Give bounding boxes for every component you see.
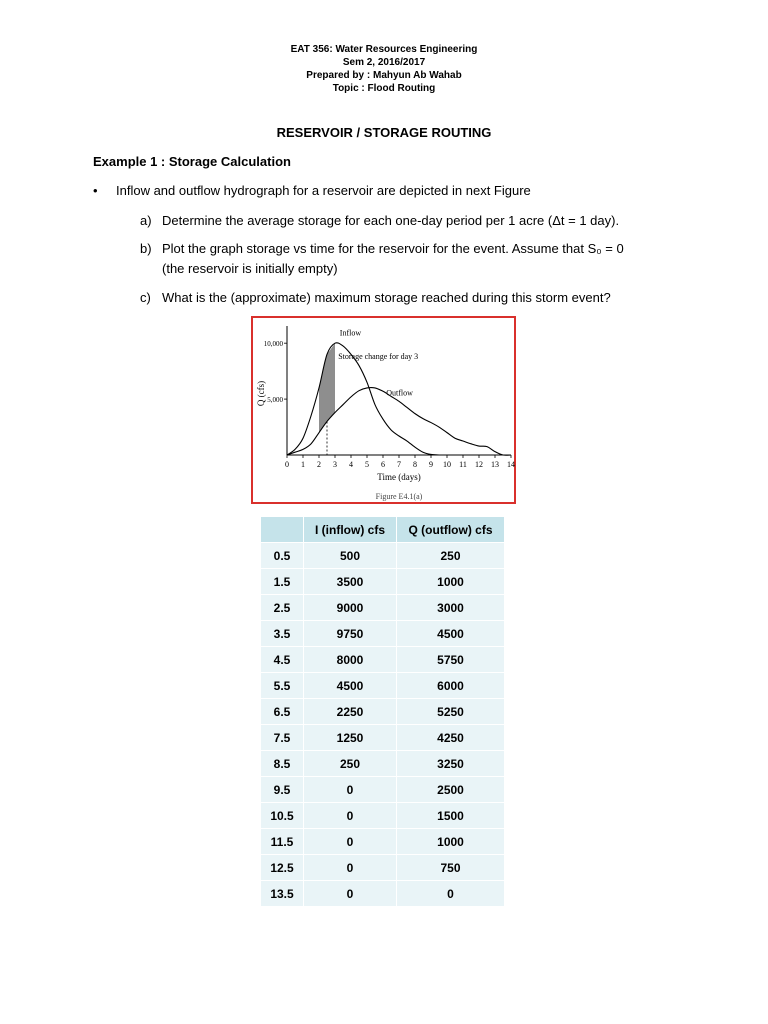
inflow-cell: 8000 [304,647,396,672]
x-tick-label: 9 [429,460,433,469]
time-cell: 8.5 [261,751,303,776]
time-cell: 10.5 [261,803,303,828]
table-row [261,699,504,724]
outflow-cell: 5750 [397,647,504,672]
outflow-cell: 2500 [397,777,504,802]
outflow-cell: 4250 [397,725,504,750]
time-cell: 5.5 [261,673,303,698]
x-tick-label: 11 [459,460,467,469]
hydrograph-chart [253,318,514,502]
x-tick-label: 10 [443,460,451,469]
course-title: EAT 356: Water Resources Engineering [290,44,478,55]
inflow-cell: 0 [304,777,396,802]
chart-annotation: Storage change for day 3 [338,351,419,361]
figure-caption: Figure E4.1(a) [375,492,423,501]
table-row [261,855,504,880]
inflow-cell: 3500 [304,569,396,594]
header-inflow: I (inflow) cfs [304,517,396,542]
time-cell: 13.5 [261,881,303,906]
time-cell: 12.5 [261,855,303,880]
time-cell: 7.5 [261,725,303,750]
inflow-cell: 9750 [304,621,396,646]
header-time [261,517,303,542]
table-row [261,803,504,828]
inflow-cell: 0 [304,829,396,854]
table-row [261,647,504,672]
table-row [261,777,504,802]
outflow-cell: 4500 [397,621,504,646]
time-cell: 6.5 [261,699,303,724]
question-text: Plot the graph storage vs time for the reservoir for the event. Assume that S₀ = 0 [162,241,624,256]
question-label: a) [140,213,152,228]
header-outflow: Q (outflow) cfs [397,517,504,542]
table-row [261,725,504,750]
table-row [261,673,504,698]
inflow-cell: 0 [304,881,396,906]
x-tick-label: 1 [301,460,305,469]
x-tick-label: 12 [475,460,483,469]
topic: Topic : Flood Routing [332,83,436,94]
outflow-cell: 5250 [397,699,504,724]
storage-shaded-area [319,343,335,432]
inflow-cell: 0 [304,855,396,880]
y-axis-label: Q (cfs) [256,380,266,407]
x-tick-label: 7 [397,460,401,469]
x-tick-label: 6 [381,460,385,469]
question-label: c) [140,290,151,305]
table-row [261,829,504,854]
question-text: What is the (approximate) maximum storage reached during this storm event? [162,290,611,305]
inflow-cell: 500 [304,543,396,568]
outflow-cell: 3250 [397,751,504,776]
outflow-cell: 250 [397,543,504,568]
table-row [261,621,504,646]
inflow-cell: 4500 [304,673,396,698]
outflow-cell: 6000 [397,673,504,698]
table-row [261,595,504,620]
x-tick-label: 5 [365,460,369,469]
x-tick-label: 3 [333,460,337,469]
inflow-cell: 9000 [304,595,396,620]
outflow-cell: 0 [397,881,504,906]
inflow-cell: 0 [304,803,396,828]
bullet-text: Inflow and outflow hydrograph for a reservoir are depicted in next Figure [116,183,531,198]
x-tick-label: 8 [413,460,417,469]
example-title: Example 1 : Storage Calculation [93,154,291,169]
table-header-row [261,517,504,542]
time-cell: 3.5 [261,621,303,646]
inflow-cell: 2250 [304,699,396,724]
table-row [261,881,504,906]
document-header [0,43,768,95]
outflow-cell: 1000 [397,829,504,854]
time-cell: 2.5 [261,595,303,620]
question-text-line2: (the reservoir is initially empty) [162,261,338,276]
outflow-cell: 3000 [397,595,504,620]
x-axis-label: Time (days) [377,472,421,482]
time-cell: 0.5 [261,543,303,568]
question-text: Determine the average storage for each one-day period per 1 acre (Δt = 1 day). [162,213,620,228]
inflow-cell: 250 [304,751,396,776]
x-tick-label: 4 [349,460,353,469]
chart-annotation: Inflow [339,328,362,338]
outflow-cell: 1500 [397,803,504,828]
time-cell: 9.5 [261,777,303,802]
question-label: b) [140,241,152,256]
x-tick-label: 13 [491,460,499,469]
semester: Sem 2, 2016/2017 [342,57,426,68]
y-tick-label: 10,000 [263,340,283,349]
x-tick-label: 2 [317,460,321,469]
outflow-cell: 1000 [397,569,504,594]
flow-table [260,516,505,907]
x-tick-label: 14 [507,460,515,469]
table-row [261,751,504,776]
time-cell: 11.5 [261,829,303,854]
inflow-cell: 1250 [304,725,396,750]
chart-annotation: Outflow [386,388,413,398]
table-row [261,543,504,568]
section-title: RESERVOIR / STORAGE ROUTING [276,125,492,140]
outflow-cell: 750 [397,855,504,880]
y-tick-label: 5,000 [267,396,283,405]
x-tick-label: 0 [285,460,289,469]
table-row [261,569,504,594]
time-cell: 4.5 [261,647,303,672]
prepared-by: Prepared by : Mahyun Ab Wahab [306,70,462,81]
time-cell: 1.5 [261,569,303,594]
bullet-mark: • [93,183,98,198]
hydrograph-figure [251,316,516,504]
